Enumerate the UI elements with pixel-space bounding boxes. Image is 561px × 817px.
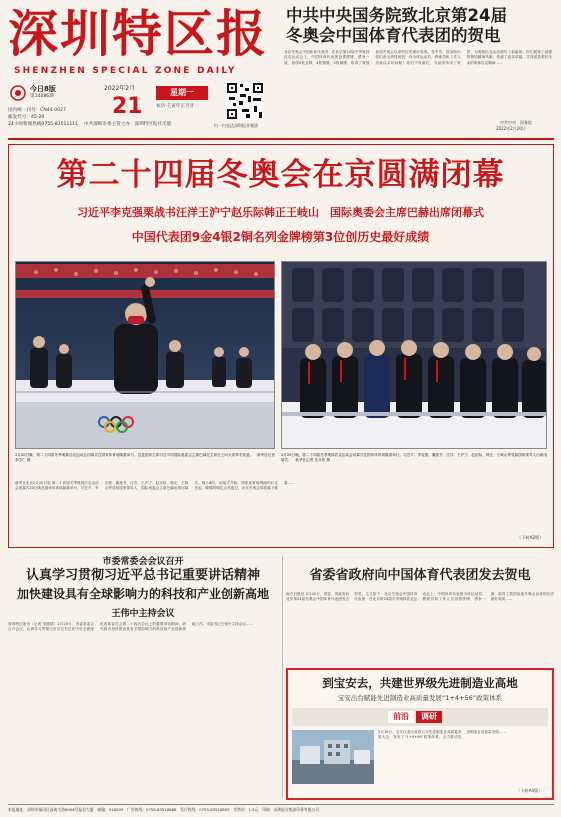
publisher: 中共深圳市委主管主办 深圳特区报社出版 [84, 122, 172, 127]
qr-code-icon[interactable] [226, 82, 264, 120]
feature-continued: （下转A4版） [516, 788, 543, 793]
post-code: 邮发代号：45-20 [8, 115, 45, 120]
lower-left-kicker: 市委常委会会议召开 [102, 557, 184, 567]
weekday: 星期一 [170, 88, 194, 97]
emblem-icon [10, 85, 26, 101]
column-divider [282, 556, 283, 798]
caption-left: 2月20日晚，第二十四届冬季奥林匹克运动会闭幕式在国家体育场隆重举行。这是国家主席习近平同国际奥委会主席巴赫在主席台上向大家挥手致意。 新华社记者 李学仁 摄 [15, 453, 275, 463]
top-story [284, 6, 554, 134]
caption-right: 2月20日晚，第二十四届冬季奥林匹克运动会闭幕式在国家体育场隆重举行。习近平、李克强、栗战书、汪洋、王沪宁、赵乐际、韩正、王岐山等党和国家领导人出席闭幕式。 新华社记者 岳月伟 摄 [281, 453, 547, 463]
year-month: 2022年2月 [104, 85, 136, 92]
weekday-badge [156, 86, 208, 100]
feature-banner [292, 708, 548, 726]
top-story-headline-1: 中共中央国务院致北京第24届 [286, 6, 507, 25]
lower-left-headline-2: 加快建设具有全球影响力的科技和产业创新高地 [16, 587, 269, 601]
feature-body: 2月18日，宝安区委区政府召开先进制造业高质量发展大会，发布了“1+4+56”政策体系，全力推动先进制造业高质量发展…… [378, 730, 507, 740]
footer-info: 本报地址：深圳市福田区深南大道6008号报业大厦 邮编：518009 广告热线：0755-83518888 发行热线：0755-83518855 零售价：1.5元 印刷：深圳报业集团印务有限公司 [8, 807, 320, 812]
edition: 今日8版 [30, 85, 56, 93]
lower-left-byline: 王伟中主持会议 [111, 609, 175, 619]
day-number: 21 [112, 94, 143, 119]
lower-right-headline: 省委省政府向中国体育代表团发去贺电 [309, 568, 531, 583]
main-subhead-2: 中国代表团9金4银2铜名列金牌榜第3位创历史最好成绩 [131, 230, 430, 244]
top-story-headline-2: 冬奥会中国体育代表团的贺电 [286, 26, 501, 45]
qr-caption: 扫一扫直达深圳报业集团 [214, 123, 258, 128]
photo-factory [292, 730, 374, 784]
lower-right-body: 南方日报讯 2月20日，省委、省政府向北京第24届冬奥会中国体育代表团发去贺电，全文如下：北京冬奥会中国体育代表团：在北京第24届冬季奥林匹克运动会上，中国体育代表团全体运动员、教练员和工作人员奋勇拼搏、勇争一流，取得了我国参加冬奥会以来的历史最好成绩…… [286, 592, 554, 602]
masthead-rule [8, 138, 554, 140]
hotline: 24小时新闻热线0755-83511111 [8, 122, 79, 127]
top-story-date: 2022年2月20日 [496, 126, 526, 131]
lower-left-headline-1: 认真学习贯彻习近平总书记重要讲话精神 [25, 568, 260, 583]
photo-closing-ceremony-wave [15, 261, 275, 449]
top-story-signature: 中共中央 国务院 [500, 120, 532, 125]
feature-subhead: 宝安出台賦能先进制造业高质量发展“1+4+56”政策体系 [337, 694, 503, 702]
lower-left-story [8, 554, 278, 800]
main-subhead-1: 习近平李克强栗战书汪洋王沪宁赵乐际韩正王岐山 国际奥委会主席巴赫出席闭幕式 [77, 206, 484, 219]
top-story-body: 北京冬奥会中国体育代表团：在北京第24届冬季奥林匹克运动会上，中国体育代表团奋勇拼搏、勇争一流，获得9枚金牌、4枚银牌、2枚铜牌，取得了我国参加冬奥会以来的历史最好成绩。党中央、国务院向你们表示热烈祝贺！向全体运动员、教练员和工作人员致以亲切问候！你们不负重托，为祖国争得了荣誉，为奥林匹克运动谱写了新篇章。你们展现了顽强拼搏的精神风貌，传递了追求卓越、共同创造美好未来的奥林匹克精神…… [284, 50, 552, 65]
issue-number: 第14086期 [30, 94, 54, 99]
feature-headline: 到宝安去，共建世界级先进制造业高地 [322, 676, 518, 690]
footer-rule [8, 804, 554, 805]
lower-right-story [286, 554, 554, 664]
main-story-body: 新华社北京2月20日电 第二十四届冬季奥林匹克运动会闭幕式20日晚在国家体育场隆重举行。习近平、李克强、栗战书、汪洋、王沪宁、赵乐际、韩正、王岐山等党和国家领导人，国际奥委会主席巴赫出席闭幕式。晚上8时，闭幕式开始。国家体育场绚丽的灯光亮起，璀璨的烟花点亮夜空，北京冬奥会即将落下帷幕…… [15, 481, 295, 491]
feature-tag-right: 调研 [416, 711, 442, 723]
main-story-continued: （下转A2版） [517, 535, 544, 540]
lunar-date: 农历·壬寅年正月廿一 [156, 104, 199, 109]
masthead [8, 6, 280, 136]
lower-left-body: 深圳特区报讯（记者 吴德群）2月20日，市委常委会召开会议，认真学习贯彻习近平总书记在中央全面深化改革委员会第二十四次会议上的重要讲话精神，研究我市加快建设具有全球影响力的科技和产业创新高地工作。市委书记王伟中主持会议…… [8, 622, 254, 632]
photo-leaders-attend [281, 261, 547, 449]
feature-tag-left: 前沿 [388, 711, 414, 723]
masthead-title-en: SHENZHEN SPECIAL ZONE DAILY [14, 66, 237, 76]
main-headline: 第二十四届冬奥会在京圆满闭幕 [56, 157, 505, 193]
cn-code: 国内统一刊号：CN44-0027 [8, 108, 66, 113]
feature-box [286, 668, 554, 800]
main-story-box [8, 144, 554, 548]
masthead-title: 深圳特区报 [8, 4, 268, 63]
